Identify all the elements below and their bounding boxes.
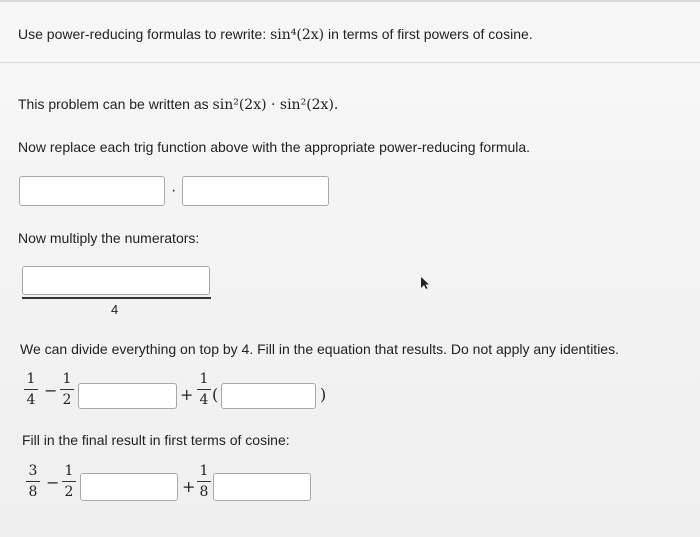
minus-sign: − (46, 473, 60, 492)
denominator-value: 4 (111, 302, 119, 317)
fraction-denominator: 2 (64, 484, 74, 500)
formula-input-1[interactable] (19, 176, 165, 206)
minus-sign: − (44, 381, 58, 400)
numerator-input[interactable] (22, 266, 210, 295)
fraction-line (197, 389, 211, 390)
fraction-denominator: 2 (62, 392, 72, 408)
step5-fraction-3 (197, 463, 211, 500)
fraction-numerator: 1 (199, 371, 209, 387)
fraction-numerator: 3 (28, 463, 38, 479)
close-paren: ) (320, 385, 327, 404)
prompt-suffix: in terms of first powers of cosine. (328, 26, 533, 42)
fraction-numerator: 1 (26, 371, 36, 387)
plus-sign: + (180, 385, 194, 404)
fraction-line (62, 481, 76, 482)
fraction-numerator: 1 (62, 371, 72, 387)
header-divider (0, 62, 700, 63)
step5-input-2[interactable] (213, 473, 311, 501)
step1-math: sin²(2x) · sin²(2x). (212, 97, 339, 113)
fraction-numerator: 1 (64, 463, 74, 479)
fraction-numerator: 1 (199, 463, 209, 479)
fraction-denominator: 8 (199, 484, 209, 500)
step2-instruction: Now replace each trig function above with the appropriate power-reducing formula. (18, 139, 531, 155)
step4-instruction: We can divide everything on top by 4. Fill in the equation that results. Do not apply any identities. (20, 341, 619, 357)
step5-instruction: Fill in the final result in first terms of cosine: (22, 432, 290, 448)
open-paren: ( (212, 385, 219, 404)
prompt-math: sin⁴(2x) (270, 27, 325, 43)
multiply-dot: · (171, 182, 177, 199)
step3-instruction: Now multiply the numerators: (18, 230, 200, 246)
fraction-denominator: 4 (199, 392, 209, 408)
step4-input-2[interactable] (221, 383, 316, 409)
prompt-prefix: Use power-reducing formulas to rewrite: (18, 26, 267, 42)
top-border (0, 0, 700, 2)
fraction-bar (22, 297, 211, 299)
fraction-line (24, 389, 38, 390)
fraction-line (26, 481, 40, 482)
step1-prefix: This problem can be written as (18, 96, 209, 112)
step4-input-1[interactable] (78, 383, 177, 409)
step4-fraction-2 (60, 371, 74, 408)
fraction-denominator: 4 (26, 392, 36, 408)
step4-fraction-3 (197, 371, 211, 408)
step4-fraction-1 (24, 371, 38, 408)
fraction-line (197, 481, 211, 482)
fraction-line (60, 389, 74, 390)
step5-fraction-2 (62, 463, 76, 500)
step5-fraction-1 (26, 463, 40, 500)
plus-sign: + (182, 477, 196, 496)
problem-prompt (18, 26, 533, 43)
step5-input-1[interactable] (80, 473, 178, 501)
formula-input-2[interactable] (182, 176, 329, 206)
step1-text (18, 96, 338, 113)
fraction-denominator: 8 (28, 484, 38, 500)
